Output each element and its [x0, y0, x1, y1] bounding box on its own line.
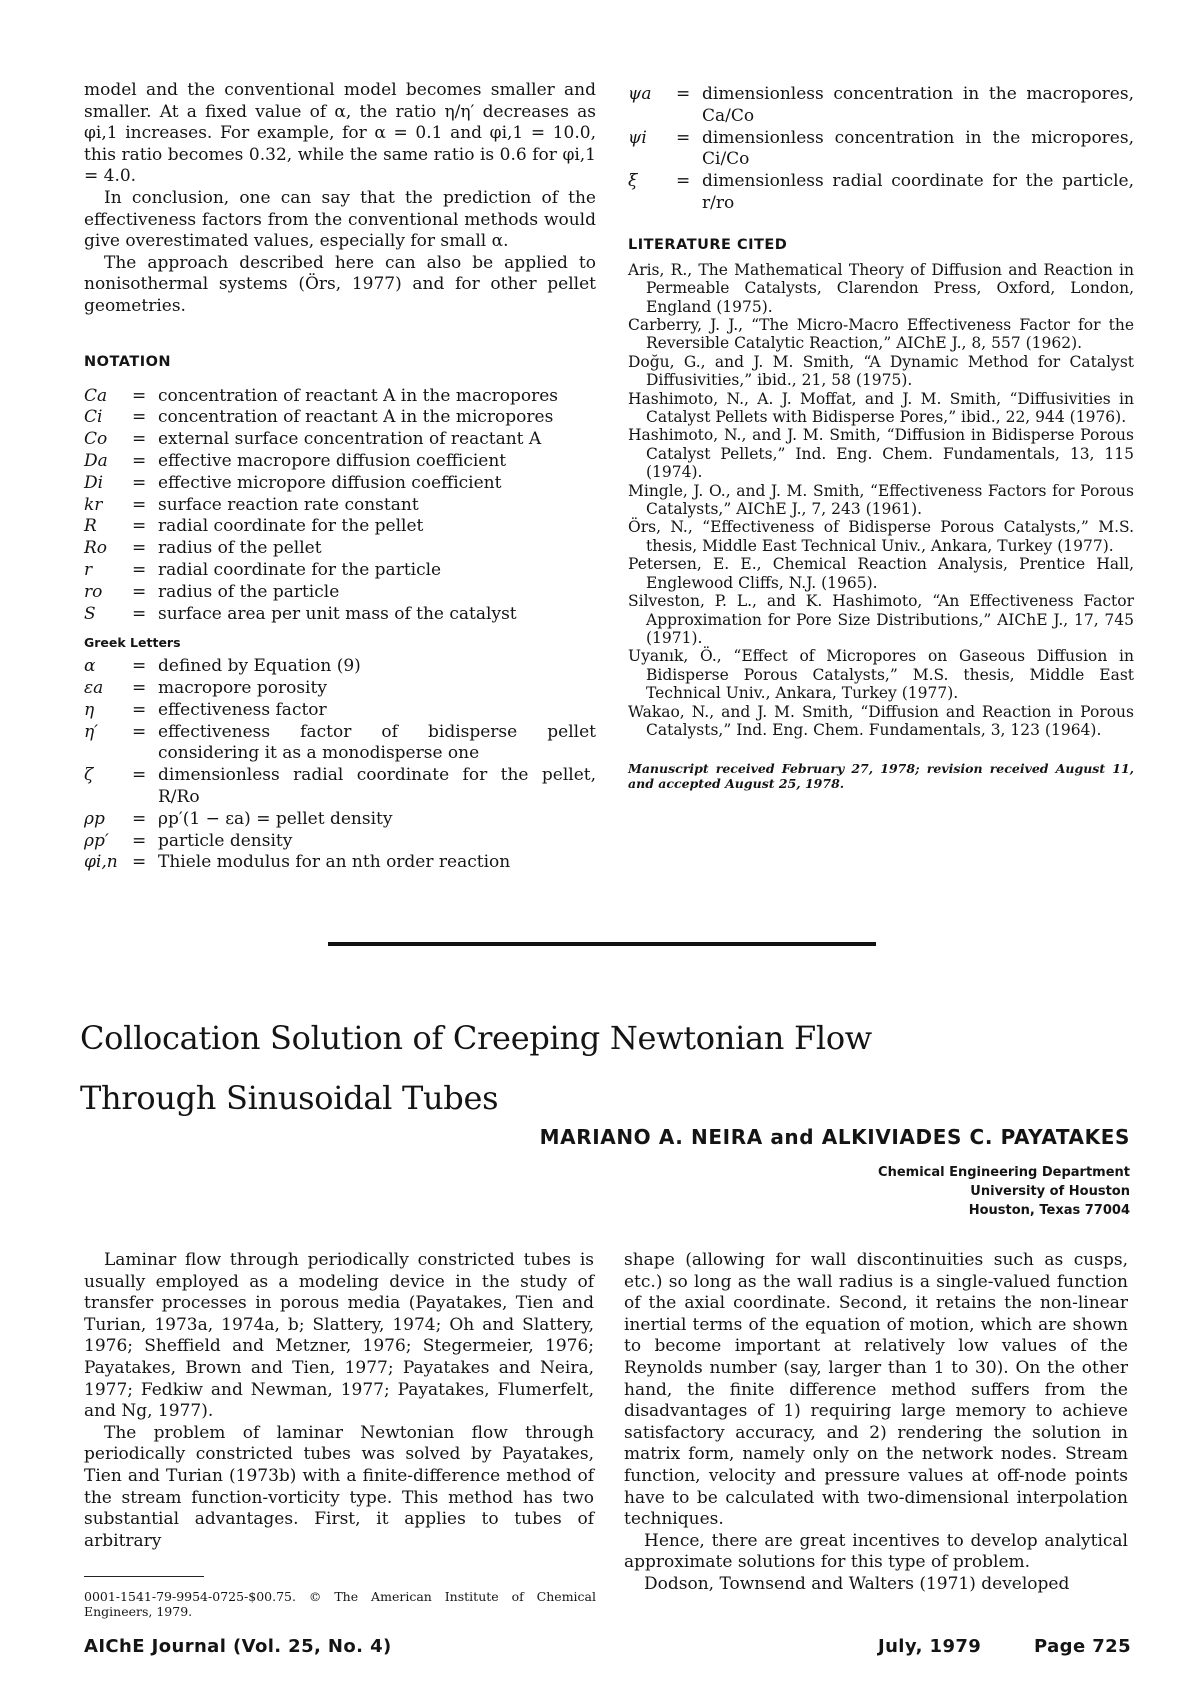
- article-title-line: Collocation Solution of Creeping Newtonian Flow: [80, 1019, 872, 1057]
- reference-item: Wakao, N., and J. M. Smith, “Diffusion and Reaction in Porous Catalysts,” Ind. Eng. Chem. Fundamentals, 3, 123 (1964).: [628, 702, 1134, 739]
- greek-letters-heading: Greek Letters: [84, 635, 181, 651]
- top-left-column: [84, 80, 596, 874]
- notation-symbol: ρp: [84, 808, 105, 829]
- notation-definition: surface reaction rate constant: [158, 494, 419, 515]
- reference-item: Carberry, J. J., “The Micro-Macro Effectiveness Factor for the Reversible Catalytic Reaction,” AIChE J., 8, 557 (1962).: [628, 316, 1134, 353]
- affiliation-line: University of Houston: [970, 1184, 1130, 1199]
- affiliation-line: Houston, Texas 77004: [968, 1203, 1130, 1218]
- notation-definition: defined by Equation (9): [158, 656, 361, 677]
- article-title: [80, 1008, 1080, 1128]
- reference-item: Uyanık, Ö., “Effect of Micropores on Gaseous Diffusion in Bidisperse Porous Catalysts,” M.S. thesis, Middle East Technical Univ., Ankara, Turkey (1977).: [628, 647, 1134, 703]
- notation-definition: dimensionless radial coordinate for the particle, r/ro: [702, 171, 1134, 213]
- top-right-column: [628, 84, 1134, 791]
- notation-item: Ci = concentration of reactant A in the micropores: [84, 407, 596, 429]
- notation-definition: radial coordinate for the particle: [158, 559, 442, 580]
- notation-item: R = radial coordinate for the pellet: [84, 516, 596, 538]
- notation-symbol: kr: [84, 494, 103, 515]
- notation-definition: radius of the particle: [158, 581, 340, 602]
- notation-item: Di = effective micropore diffusion coefficient: [84, 473, 596, 495]
- notation-symbol: S: [84, 603, 96, 624]
- notation-item: ψa = dimensionless concentration in the macropores, Ca/Co: [628, 84, 1134, 126]
- notation-symbol: φi,n: [84, 852, 118, 873]
- notation-definition: dimensionless radial coordinate for the pellet, R/Ro: [158, 765, 596, 808]
- body-paragraph: The problem of laminar Newtonian flow through periodically constricted tubes was solved by Payatakes, Tien and Turian (1973b) with a finite-difference method of the stream function-vorticity type. This method has two substantial advantages. First, it applies to tubes of arbitrary: [84, 1422, 594, 1551]
- notation-definition: concentration of reactant A in the macropores: [158, 385, 558, 406]
- notation-item: Co = external surface concentration of reactant A: [84, 429, 596, 451]
- notation-definition: surface area per unit mass of the catalyst: [158, 603, 517, 624]
- footer-journal-name: AIChE Journal (Vol. 25, No. 4): [84, 1636, 392, 1657]
- notation-symbol: r: [84, 559, 93, 580]
- footer-date: July, 1979: [878, 1636, 982, 1657]
- affiliation-line: Chemical Engineering Department: [878, 1165, 1130, 1180]
- footnote-rule: [84, 1576, 204, 1577]
- notation-definition: Thiele modulus for an nth order reaction: [158, 852, 511, 873]
- reference-item: Hashimoto, N., and J. M. Smith, “Diffusion in Bidisperse Porous Catalyst Pellets,” Ind. Eng. Chem. Fundamentals, 13, 115 (1974).: [628, 426, 1134, 482]
- notation-definition: effective macropore diffusion coefficient: [158, 450, 507, 471]
- notation-item: Ca = concentration of reactant A in the macropores: [84, 386, 596, 408]
- notation-symbol: η: [84, 699, 95, 720]
- notation-symbol: Da: [84, 450, 108, 471]
- notation-definition: particle density: [158, 830, 293, 851]
- notation-definition: radius of the pellet: [158, 538, 322, 559]
- notation-heading: NOTATION: [84, 353, 172, 370]
- notation-item: α = defined by Equation (9): [84, 656, 596, 678]
- notation-symbol: R: [84, 516, 97, 537]
- notation-symbol: Co: [84, 429, 108, 450]
- literature-cited-heading: LITERATURE CITED: [628, 236, 788, 253]
- notation-symbol: ψa: [628, 84, 652, 104]
- reference-item: Petersen, E. E., Chemical Reaction Analysis, Prentice Hall, Englewood Cliffs, N.J. (1965).: [628, 555, 1134, 592]
- notation-item: ρp′ = particle density: [84, 831, 596, 853]
- notation-symbol: Di: [84, 472, 104, 493]
- notation-item: η = effectiveness factor: [84, 700, 596, 722]
- notation-definition: dimensionless concentration in the micropores, Ci/Co: [702, 127, 1134, 170]
- section-divider: [328, 942, 876, 946]
- notation-definition: ρp′(1 − εa) = pellet density: [158, 808, 393, 829]
- notation-item: φi,n = Thiele modulus for an nth order reaction: [84, 852, 596, 874]
- notation-item: ρp = ρp′(1 − εa) = pellet density: [84, 809, 596, 831]
- reference-item: Örs, N., “Effectiveness of Bidisperse Porous Catalysts,” M.S. thesis, Middle East Technical Univ., Ankara, Turkey (1977).: [628, 518, 1134, 555]
- body-paragraph: model and the conventional model becomes smaller and smaller. At a fixed value of α, the ratio η/η′ decreases as φi,1 increases. For example, for α = 0.1 and φi,1 = 10.0, this ratio becomes 0.32, while the same ratio is 0.6 for φi,1 = 4.0.: [84, 80, 596, 187]
- notation-definition: external surface concentration of reactant A: [158, 429, 542, 450]
- manuscript-received-note: Manuscript received February 27, 1978; revision received August 11, and accepted August 25, 1978.: [628, 761, 1134, 792]
- notation-continued-list: [628, 84, 1134, 215]
- notation-item: ζ = dimensionless radial coordinate for the pellet, R/Ro: [84, 765, 596, 808]
- reference-item: Doğu, G., and J. M. Smith, “A Dynamic Method for Catalyst Diffusivities,” ibid., 21, 58 (1975).: [628, 352, 1134, 390]
- body-paragraph: shape (allowing for wall discontinuities such as cusps, etc.) so long as the wall radius is a single-valued function of the axial coordinate. Second, it retains the non-linear inertial terms of the equation of motion, which are shown to become important at relatively low values of the Reynolds number (say, larger than 1 to 30). On the other hand, the finite difference method suffers from the disadvantages of 1) requiring large memory to achieve satisfactory accuracy, and 2) rendering the solution in matrix form, namely only on the network nodes. Stream function, velocity and pressure values at off-node points have to be calculated with two-dimensional interpolation techniques.: [624, 1250, 1128, 1530]
- body-paragraph: Laminar flow through periodically constricted tubes is usually employed as a modeling device in the study of transfer processes in porous media (Payatakes, Tien and Turian, 1973a, 1974a, b; Slattery, 1974; Oh and Slattery, 1976; Sheffield and Metzner, 1976; Stegermeier, 1976; Payatakes, Brown and Tien, 1977; Payatakes and Neira, 1977; Fedkiw and Newman, 1977; Payatakes, Flumerfelt, and Ng, 1977).: [84, 1250, 594, 1422]
- notation-symbol: Ro: [84, 538, 108, 559]
- notation-definition: effectiveness factor: [158, 699, 327, 720]
- body-paragraph: Dodson, Townsend and Walters (1971) developed: [644, 1573, 1070, 1594]
- reference-item: Mingle, J. O., and J. M. Smith, “Effectiveness Factors for Porous Catalysts,” AIChE J., 7, 243 (1961).: [628, 481, 1134, 519]
- article-authors: MARIANO A. NEIRA and ALKIVIADES C. PAYATAKES: [539, 1125, 1130, 1149]
- body-paragraph: The approach described here can also be applied to nonisothermal systems (Örs, 1977) and for other pellet geometries.: [84, 252, 596, 316]
- footer-page-number: Page 725: [1034, 1636, 1131, 1657]
- body-paragraph: In conclusion, one can say that the prediction of the effectiveness factors from the conventional methods would give overestimated values, especially for small α.: [84, 187, 596, 252]
- notation-definition: concentration of reactant A in the micropores: [158, 407, 554, 428]
- notation-symbol: εa: [84, 678, 104, 699]
- notation-item: ro = radius of the particle: [84, 582, 596, 604]
- notation-symbol: Ci: [84, 407, 103, 428]
- notation-item: ξ = dimensionless radial coordinate for the particle, r/ro: [628, 171, 1134, 213]
- reference-item: Aris, R., The Mathematical Theory of Diffusion and Reaction in Permeable Catalysts, Clarendon Press, Oxford, London, England (1975).: [628, 260, 1134, 316]
- notation-symbol: α: [84, 656, 96, 677]
- notation-definition: dimensionless concentration in the macropores, Ca/Co: [702, 84, 1134, 126]
- reference-item: Hashimoto, N., A. J. Moffat, and J. M. Smith, “Diffusivities in Catalyst Pellets with Bidisperse Pores,” ibid., 22, 944 (1976).: [628, 389, 1134, 427]
- notation-item: Da = effective macropore diffusion coefficient: [84, 451, 596, 473]
- notation-definition: radial coordinate for the pellet: [158, 516, 424, 537]
- article-title-line: Through Sinusoidal Tubes: [80, 1079, 499, 1117]
- notation-item: S = surface area per unit mass of the catalyst: [84, 604, 596, 626]
- author-affiliation: [878, 1163, 1130, 1220]
- notation-symbol: ψi: [628, 127, 647, 148]
- copyright-footnote: [84, 1576, 596, 1619]
- notation-definition: effective micropore diffusion coefficient: [158, 472, 502, 493]
- notation-symbol: η′: [84, 721, 99, 742]
- body-paragraph: Hence, there are great incentives to develop analytical approximate solutions for this type of problem.: [624, 1530, 1128, 1573]
- bottom-left-column: [84, 1250, 594, 1552]
- notation-symbol: ro: [84, 581, 103, 602]
- notation-symbol: ρp′: [84, 830, 109, 851]
- reference-list: [628, 261, 1134, 740]
- notation-symbol: Ca: [84, 385, 108, 406]
- notation-definition: macropore porosity: [158, 678, 327, 699]
- notation-item: η′ = effectiveness factor of bidisperse pellet considering it as a monodisperse one: [84, 721, 596, 764]
- notation-item: ψi = dimensionless concentration in the micropores, Ci/Co: [628, 127, 1134, 170]
- bottom-right-column: [624, 1250, 1128, 1596]
- notation-symbol: ξ: [628, 171, 638, 192]
- notation-definition: effectiveness factor of bidisperse pellet considering it as a monodisperse one: [158, 721, 596, 764]
- notation-item: r = radial coordinate for the particle: [84, 560, 596, 582]
- greek-notation-list: [84, 656, 596, 874]
- notation-symbol: ζ: [84, 765, 94, 786]
- notation-item: kr = surface reaction rate constant: [84, 495, 596, 517]
- footnote-text: 0001-1541-79-9954-0725-$00.75. © The American Institute of Chemical Engineers, 1979.: [84, 1589, 596, 1619]
- reference-item: Silveston, P. L., and K. Hashimoto, “An Effectiveness Factor Approximation for Pore Size Distributions,” AIChE J., 17, 745 (1971).: [628, 592, 1134, 647]
- notation-item: Ro = radius of the pellet: [84, 538, 596, 560]
- notation-item: εa = macropore porosity: [84, 678, 596, 700]
- notation-list: [84, 386, 596, 626]
